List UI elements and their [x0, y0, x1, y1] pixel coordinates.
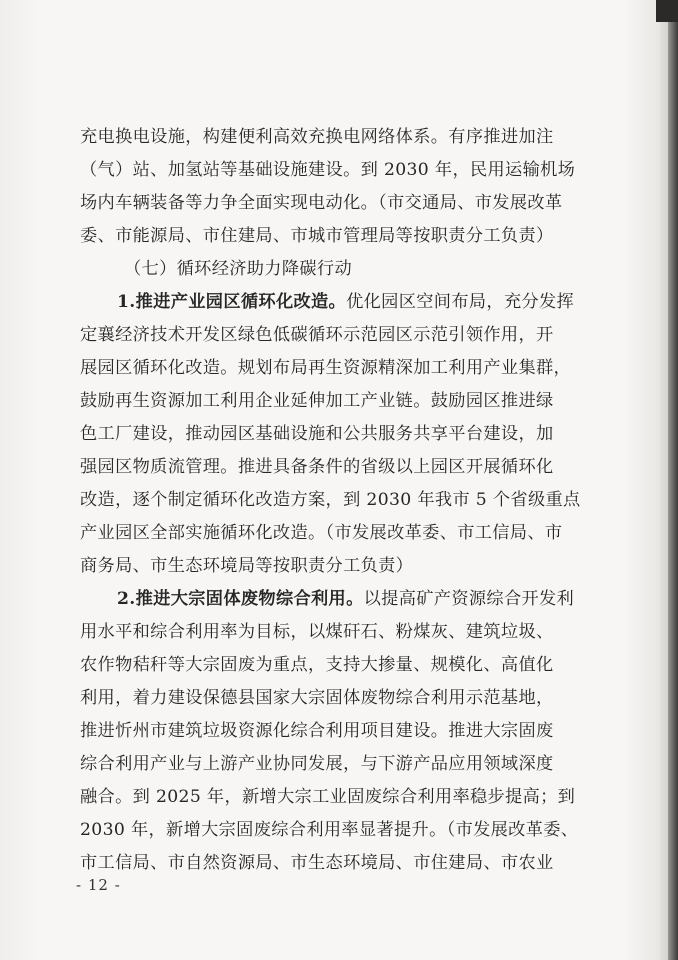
- body-line-20: 综合利用产业与上游产业协同发展，与下游产品应用领域深度: [80, 754, 554, 774]
- body-line-13: 产业园区全部实施循环化改造。（市发展改革委、市工信局、市: [80, 523, 563, 543]
- body-line-17: 农作物秸秆等大宗固废为重点，支持大掺量、规模化、高值化: [80, 655, 554, 675]
- page-number: - 12 -: [76, 876, 121, 894]
- item-1-heading-line: 1.推进产业园区循环化改造。优化园区空间布局，充分发挥: [117, 292, 575, 312]
- body-line-2: （气）站、加氢站等基础设施建设。到 2030 年，民用运输机场: [80, 160, 576, 180]
- body-line-23: 市工信局、市自然资源局、市生态环境局、市住建局、市农业: [80, 853, 554, 873]
- body-line-7: 定襄经济技术开发区绿色低碳循环示范园区示范引领作用，开: [80, 325, 554, 345]
- body-line-11: 强园区物质流管理。推进具备条件的省级以上园区开展循环化: [80, 457, 554, 477]
- body-line-16: 用水平和综合利用率为目标，以煤矸石、粉煤灰、建筑垃圾、: [80, 622, 554, 642]
- body-line-22: 2030 年，新增大宗固废综合利用率显著提升。（市发展改革委、: [80, 820, 579, 840]
- body-line-4: 委、市能源局、市住建局、市城市管理局等按职责分工负责）: [80, 226, 554, 246]
- body-line-8: 展园区循环化改造。规划布局再生资源精深加工利用产业集群，: [80, 358, 572, 378]
- body-line-12: 改造，逐个制定循环化改造方案，到 2030 年我市 5 个省级重点: [80, 490, 581, 510]
- item-1-title: 1.推进产业园区循环化改造。: [117, 292, 347, 312]
- section-heading: （七）循环经济助力降碳行动: [124, 259, 352, 279]
- page-edge-dark: [668, 0, 678, 960]
- scan-corner: [656, 0, 678, 22]
- body-line-18: 利用，着力建设保德县国家大宗固体废物综合利用示范基地，: [80, 688, 554, 708]
- body-line-3: 场内车辆装备等力争全面实现电动化。（市交通局、市发展改革: [80, 193, 563, 213]
- item-2-title: 2.推进大宗固体废物综合利用。: [117, 589, 364, 609]
- item-2-heading-line: 2.推进大宗固体废物综合利用。以提高矿产资源综合开发利: [117, 589, 575, 609]
- body-line-1: 充电换电设施，构建便利高效充换电网络体系。有序推进加注: [80, 127, 554, 147]
- body-line-21: 融合。到 2025 年，新增大宗工业固废综合利用率稳步提高；到: [80, 787, 576, 807]
- body-line-9: 鼓励再生资源加工利用企业延伸加工产业链。鼓励园区推进绿: [80, 391, 554, 411]
- body-line-14: 商务局、市生态环境局等按职责分工负责）: [80, 556, 414, 576]
- body-line-19: 推进忻州市建筑垃圾资源化综合利用项目建设。推进大宗固废: [80, 721, 554, 741]
- body-line-10: 色工厂建设，推动园区基础设施和公共服务共享平台建设，加: [80, 424, 554, 444]
